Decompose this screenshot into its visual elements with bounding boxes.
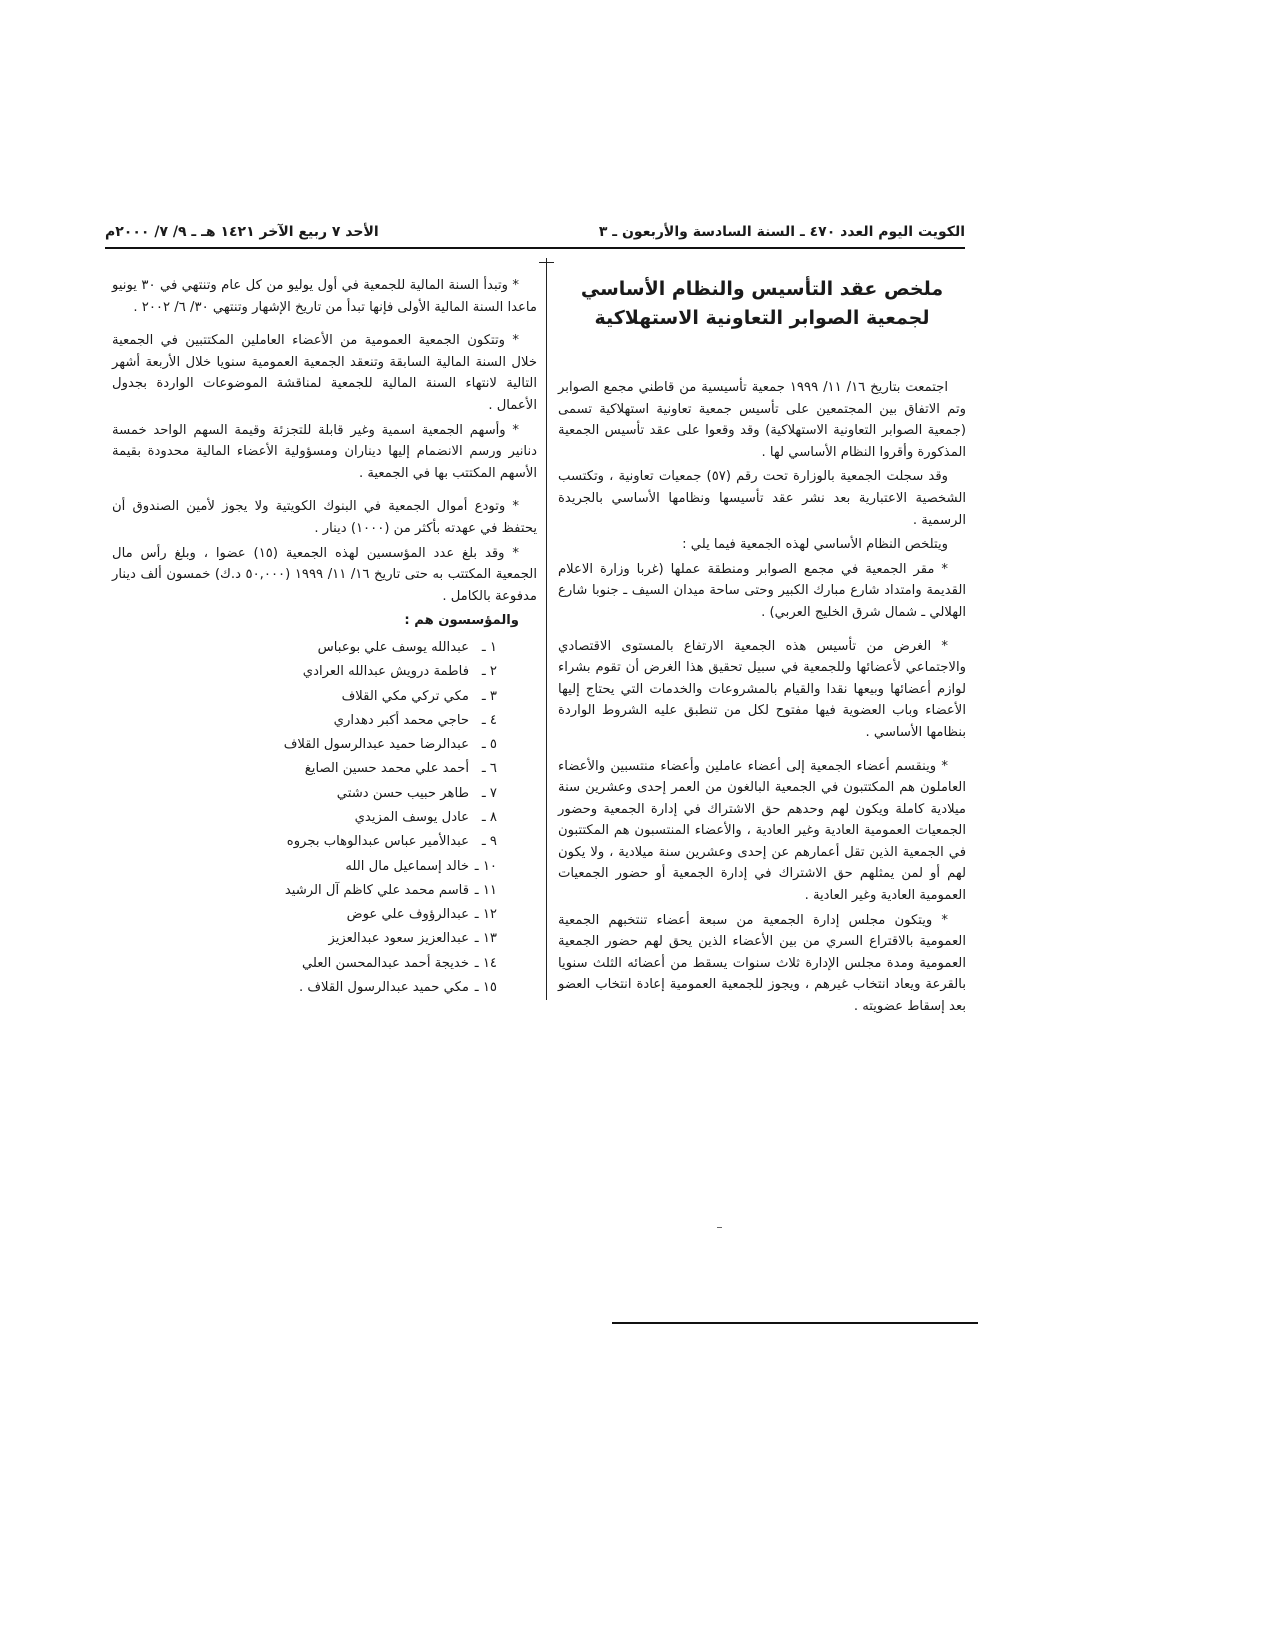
header-rule bbox=[105, 247, 965, 249]
founder-name: حاجي محمد أكبر دهداري bbox=[333, 712, 469, 728]
paragraph-board: * ويتكون مجلس إدارة الجمعية من سبعة أعضاء تنتخبهم الجمعية العمومية بالاقتراع السري من بين الأعضاء الذين يحق لهم حضور الجمعية العمومية ومدة مجلس الإدارة ثلاث سنوات يسقط من أعضائه الثلث سنويا بالقرعة ويعاد انتخاب غيرهم ، ويجوز للجمعية العمومية إعادة انتخاب العضو بعد إسقاط عضويته . bbox=[558, 912, 966, 1015]
paragraph-capital: * وقد بلغ عدد المؤسسين لهذه الجمعية (١٥) عضوا ، وبلغ رأس مال الجمعية المكتتب به حتى تاريخ ١٦/ ١١/ ١٩٩٩ (٥٠,٠٠٠ د.ك) خمسون ألف دينار مدفوعة بالكامل . bbox=[112, 545, 537, 604]
founder-name: خديجة أحمد عبدالمحسن العلي bbox=[301, 955, 469, 971]
founder-item bbox=[112, 806, 497, 830]
founder-item bbox=[112, 855, 497, 879]
paragraph-shares: * وأسهم الجمعية اسمية وغير قابلة للتجزئة وقيمة السهم الواحد خمسة دنانير ورسم الانضمام إليها ديناران ومسؤولية الأعضاء المالية محدودة بقيمة الأسهم المكتتب بها في الجمعية . bbox=[112, 422, 537, 481]
founder-item bbox=[112, 976, 497, 1000]
founder-name: عبدالرؤوف علي عوض bbox=[346, 907, 469, 923]
founders-heading: والمؤسسون هم : bbox=[404, 613, 519, 629]
founder-number: ١٣ ـ bbox=[474, 931, 497, 947]
founder-item bbox=[112, 903, 497, 927]
founder-number: ١٢ ـ bbox=[474, 907, 497, 923]
left-column bbox=[112, 275, 537, 1000]
paragraph-funds: * وتودع أموال الجمعية في البنوك الكويتية ولا يجوز لأمين الصندوق أن يحتفظ في عهدته بأكثر من (١٠٠٠) دينار . bbox=[112, 499, 537, 536]
founder-number: ٨ ـ bbox=[481, 809, 497, 825]
founder-name: عبدالأمير عباس عبدالوهاب بجروه bbox=[286, 834, 469, 850]
founder-item bbox=[112, 879, 497, 903]
paragraph-summary-intro: ويتلخص النظام الأساسي لهذه الجمعية فيما يلي : bbox=[682, 537, 948, 553]
founder-number: ٧ ـ bbox=[481, 785, 497, 801]
founder-item bbox=[112, 830, 497, 854]
founder-number: ٣ ـ bbox=[481, 688, 497, 704]
founder-name: عبدالله يوسف علي بوعباس bbox=[317, 639, 469, 655]
founder-number: ٩ ـ bbox=[481, 834, 497, 850]
founder-name: أحمد علي محمد حسين الصايغ bbox=[304, 761, 469, 777]
paragraph-headquarters: * مقر الجمعية في مجمع الصوابر ومنطقة عملها (غربا وزارة الاعلام القديمة وامتداد شارع مبارك الكبير وحتى ساحة ميدان السيف ـ جنوبا شارع الهلالي ـ شمال شرق الخليج العربي) . bbox=[558, 561, 966, 620]
publication-date-header: الأحد ٧ ربيع الآخر ١٤٢١ هـ ـ ٩/ ٧/ ٢٠٠٠م bbox=[105, 224, 379, 240]
founder-item bbox=[112, 709, 497, 733]
paragraph-fiscal-year: * وتبدأ السنة المالية للجمعية في أول يوليو من كل عام وتنتهي في ٣٠ يونيو ماعدا السنة المالية الأولى فإنها تبدأ من تاريخ الإشهار وتنتهي ٣٠/ ٦/ ٢٠٠٢ . bbox=[112, 278, 537, 315]
paragraph-founding: اجتمعت بتاريخ ١٦/ ١١/ ١٩٩٩ جمعية تأسيسية من قاطني مجمع الصوابر وتم الاتفاق بين المجتمعين على تأسيس جمعية تعاونية استهلاكية تسمى (جمعية الصوابر التعاونية الاستهلاكية) وقد وقعوا على عقد تأسيس الجمعية المذكورة وأقروا النظام الأساسي لها . bbox=[558, 380, 966, 460]
founder-item bbox=[112, 636, 497, 660]
founder-number: ٦ ـ bbox=[481, 761, 497, 777]
founder-item bbox=[112, 660, 497, 684]
founder-item bbox=[112, 952, 497, 976]
founder-name: عبدالعزيز سعود عبدالعزيز bbox=[328, 931, 469, 947]
founder-name: مكي حميد عبدالرسول القلاف . bbox=[298, 980, 469, 996]
founder-name: قاسم محمد علي كاظم آل الرشيد bbox=[284, 882, 469, 898]
paragraph-purpose: * الغرض من تأسيس هذه الجمعية الارتفاع بالمستوى الاقتصادي والاجتماعي لأعضائها وللجمعية في سبيل تحقيق هذا الغرض أن تقوم بشراء لوازم أعضائها وبيعها نقدا والقيام بالمشروعات والخدمات التي يحتاج إليها الأعضاء وباب العضوية فيها مفتوح لكل من تنطبق عليه الشروط الواردة بنظامها الأساسي . bbox=[558, 638, 966, 740]
founder-number: ٥ ـ bbox=[481, 737, 497, 753]
founder-number: ٤ ـ bbox=[481, 712, 497, 728]
founder-number: ١١ ـ bbox=[474, 882, 497, 898]
founder-number: ١٤ ـ bbox=[474, 955, 497, 971]
founder-item bbox=[112, 757, 497, 781]
founder-name: مكي تركي مكي القلاف bbox=[341, 688, 469, 704]
right-column bbox=[558, 275, 966, 1021]
founders-list bbox=[112, 636, 537, 1000]
founder-name: فاطمة درويش عبدالله العرادي bbox=[302, 664, 469, 680]
article-title: ملخص عقد التأسيس والنظام الأساسي لجمعية الصوابر التعاونية الاستهلاكية bbox=[580, 278, 944, 329]
founder-name: طاهر حبيب حسن دشتي bbox=[336, 785, 469, 801]
founder-name: عادل يوسف المزيدي bbox=[354, 809, 469, 825]
column-divider bbox=[546, 258, 547, 1000]
paragraph-registration: وقد سجلت الجمعية بالوزارة تحت رقم (٥٧) جمعيات تعاونية ، وتكتسب الشخصية الاعتبارية بعد نشر عقد تأسيسها ونظامها الأساسي بالجريدة الرسمية . bbox=[558, 469, 966, 528]
founder-item bbox=[112, 733, 497, 757]
publication-issue-header: الكويت اليوم العدد ٤٧٠ ـ السنة السادسة والأربعون ـ ٣ bbox=[598, 224, 965, 240]
founder-item bbox=[112, 782, 497, 806]
founder-name: عبدالرضا حميد عبدالرسول القلاف bbox=[283, 737, 469, 753]
founder-number: ١٠ ـ bbox=[474, 858, 497, 874]
founder-item bbox=[112, 685, 497, 709]
scan-mark bbox=[717, 1227, 722, 1228]
founder-number: ١٥ ـ bbox=[474, 980, 497, 996]
founder-number: ١ ـ bbox=[481, 639, 497, 655]
founder-item bbox=[112, 927, 497, 951]
paragraph-membership: * وينقسم أعضاء الجمعية إلى أعضاء عاملين وأعضاء منتسبين والأعضاء العاملون هم المكتتبون في الجمعية البالغون من العمر إحدى وعشرين سنة ميلادية كاملة ويكون لهم وحدهم حق الاشتراك في إدارة الجمعية وحضور الجمعيات العمومية العادية وغير العادية ، والأعضاء المنتسبون هم المكتتبون في الجمعية الذين تقل أعمارهم عن إحدى وعشرين سنة ميلادية ، ولا يكون لهم أو لمن يمثلهم حق الاشتراك في إدارة الجمعية أو حضور الجمعيات العمومية العادية وغير العادية . bbox=[558, 758, 966, 904]
paragraph-general-assembly: * وتتكون الجمعية العمومية من الأعضاء العاملين المكتتبين في الجمعية خلال السنة المالية السابقة وتنعقد الجمعية العمومية سنويا خلال الأربعة أشهر التالية لانتهاء السنة المالية للجمعية لمناقشة الموضوعات الواردة بجدول الأعمال . bbox=[112, 333, 537, 413]
founder-name: خالد إسماعيل مال الله bbox=[345, 858, 469, 874]
founder-number: ٢ ـ bbox=[481, 664, 497, 680]
bottom-rule bbox=[612, 1322, 978, 1324]
divider-cross-mark bbox=[539, 262, 554, 263]
